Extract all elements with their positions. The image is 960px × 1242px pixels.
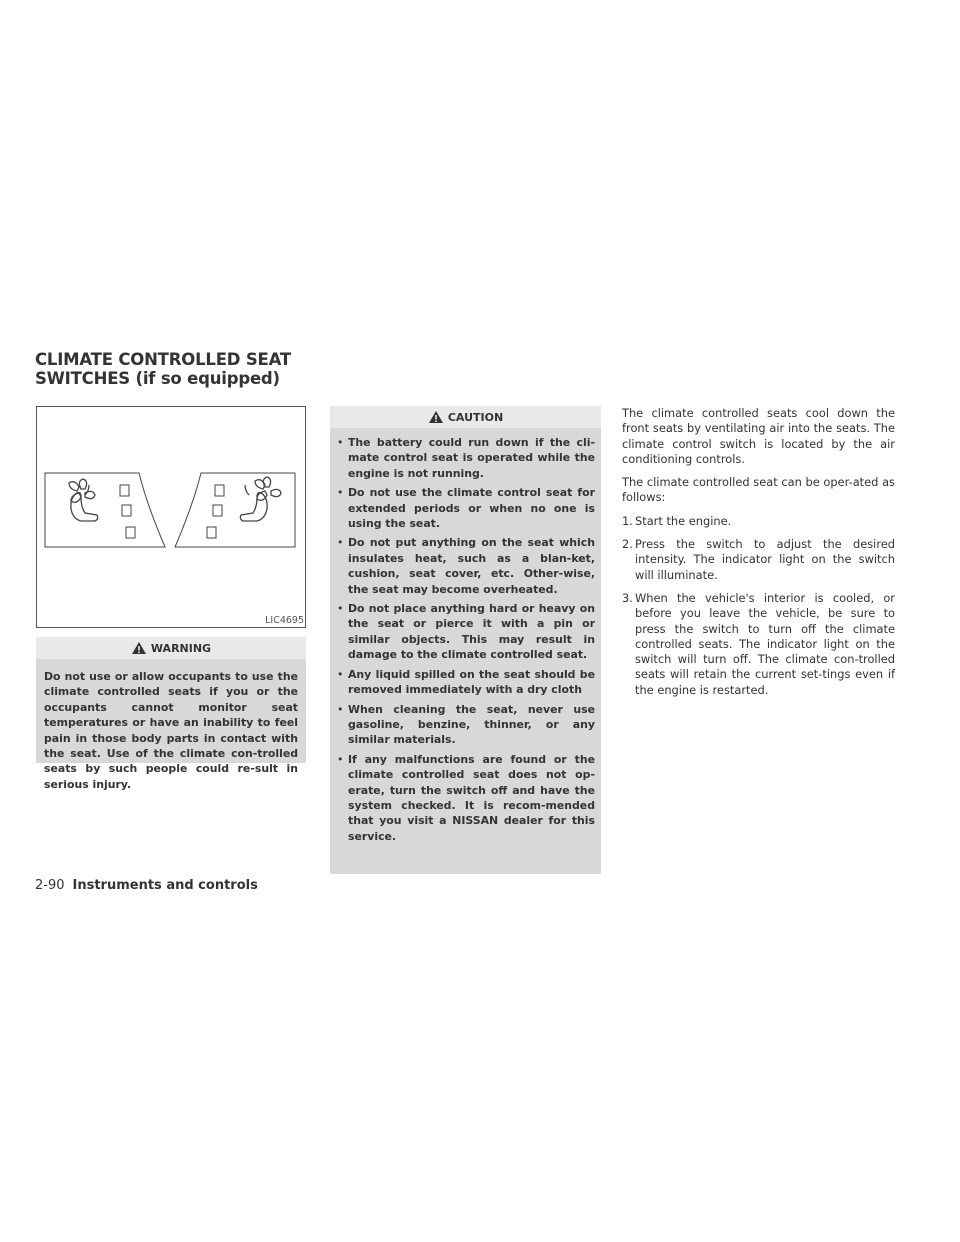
caution-item xyxy=(337,485,595,531)
caution-item xyxy=(337,667,595,698)
warning-header xyxy=(36,637,306,659)
body-text-column xyxy=(622,406,895,706)
caution-item-text: If any malfunctions are found or the climate controlled seat does not op-erate, turn the switch off and have the system checked. It is recom-mended that you visit a NISSAN dealer for this service. xyxy=(348,752,595,843)
step-text: Start the engine. xyxy=(635,513,732,528)
warning-text: Do not use or allow occupants to use the climate controlled seats if you or the occupants cannot monitor seat temperatures or have an inability to feel pain in those body parts in contact with the seat. Use of the climate con-trolled seats by such people could re-sult in serious injury. xyxy=(44,670,298,791)
bullet: • xyxy=(337,536,344,550)
page-number: 2-90 xyxy=(35,878,65,893)
climate-seat-switch-illustration xyxy=(37,407,305,627)
lead-paragraph: The climate controlled seat can be oper-ated as follows: xyxy=(622,475,895,505)
step-item xyxy=(622,591,895,698)
bullet: • xyxy=(337,667,344,681)
caution-item-text: Do not put anything on the seat which insulates heat, such as a blan-ket, cushion, seat cover, etc. Other-wise, the seat may become overheated. xyxy=(348,536,595,596)
caution-item-text: The battery could run down if the cli-mate control seat is operated while the engine is not running. xyxy=(348,436,595,480)
step-text: When the vehicle's interior is cooled, or before you leave the vehicle, be sure to press the switch to turn off the climate controlled seats. The indicator light on the switch will turn off. The climate con-trolled seats will retain the current set-tings even if the engine is restarted. xyxy=(635,590,895,697)
step-number: 2. xyxy=(622,537,633,552)
section-title: CLIMATE CONTROLLED SEAT SWITCHES (if so equipped) xyxy=(35,350,291,388)
seat-switch-figure xyxy=(36,406,306,628)
caution-item-text: Do not use the climate control seat for extended periods or when no one is using the seat. xyxy=(348,486,595,531)
caution-item-text: Do not place anything hard or heavy on the seat or pierce it with a pin or similar objects. This may result in damage to the climate controlled seat. xyxy=(348,602,595,662)
left-indicator-2 xyxy=(122,505,131,516)
warning-triangle-icon xyxy=(131,641,147,655)
caution-label: CAUTION xyxy=(447,410,504,424)
caution-list xyxy=(330,428,601,852)
warning-label: WARNING xyxy=(150,641,212,655)
bullet: • xyxy=(337,436,344,449)
right-indicator-1 xyxy=(215,485,224,496)
footer-section-title: Instruments and controls xyxy=(72,878,258,893)
bullet: • xyxy=(337,486,344,500)
left-fan-icon xyxy=(69,479,95,502)
bullet: • xyxy=(337,752,344,766)
warning-box xyxy=(36,637,306,791)
right-fan-icon xyxy=(255,477,281,500)
right-indicator-2 xyxy=(213,505,222,516)
page-footer xyxy=(35,878,258,893)
caution-item xyxy=(337,752,595,844)
caution-item xyxy=(337,435,595,481)
right-seat-icon xyxy=(240,485,267,521)
left-indicator-1 xyxy=(120,485,129,496)
caution-triangle-icon xyxy=(428,410,444,424)
step-item xyxy=(622,537,895,583)
caution-item xyxy=(337,702,595,748)
caution-item xyxy=(337,601,595,663)
bullet: • xyxy=(337,702,344,716)
bullet: • xyxy=(337,602,344,616)
caution-item-text: Any liquid spilled on the seat should be removed immediately with a dry cloth xyxy=(348,667,595,697)
intro-paragraph: The climate controlled seats cool down the front seats by ventilating air into the seats. The climate control switch is located by the air conditioning controls. xyxy=(622,406,895,466)
caution-header xyxy=(330,406,601,428)
step-item xyxy=(622,514,895,529)
right-indicator-3 xyxy=(207,527,216,538)
caution-item xyxy=(337,535,595,597)
left-indicator-3 xyxy=(126,527,135,538)
caution-item-text: When cleaning the seat, never use gasoline, benzine, thinner, or any similar materials. xyxy=(348,702,595,747)
figure-code: LIC4695 xyxy=(265,615,304,626)
steps-list xyxy=(622,514,895,698)
caution-box xyxy=(330,406,601,874)
step-number: 1. xyxy=(622,513,633,528)
step-text: Press the switch to adjust the desired intensity. The indicator light on the switch will illuminate. xyxy=(635,537,895,582)
step-number: 3. xyxy=(622,590,633,605)
